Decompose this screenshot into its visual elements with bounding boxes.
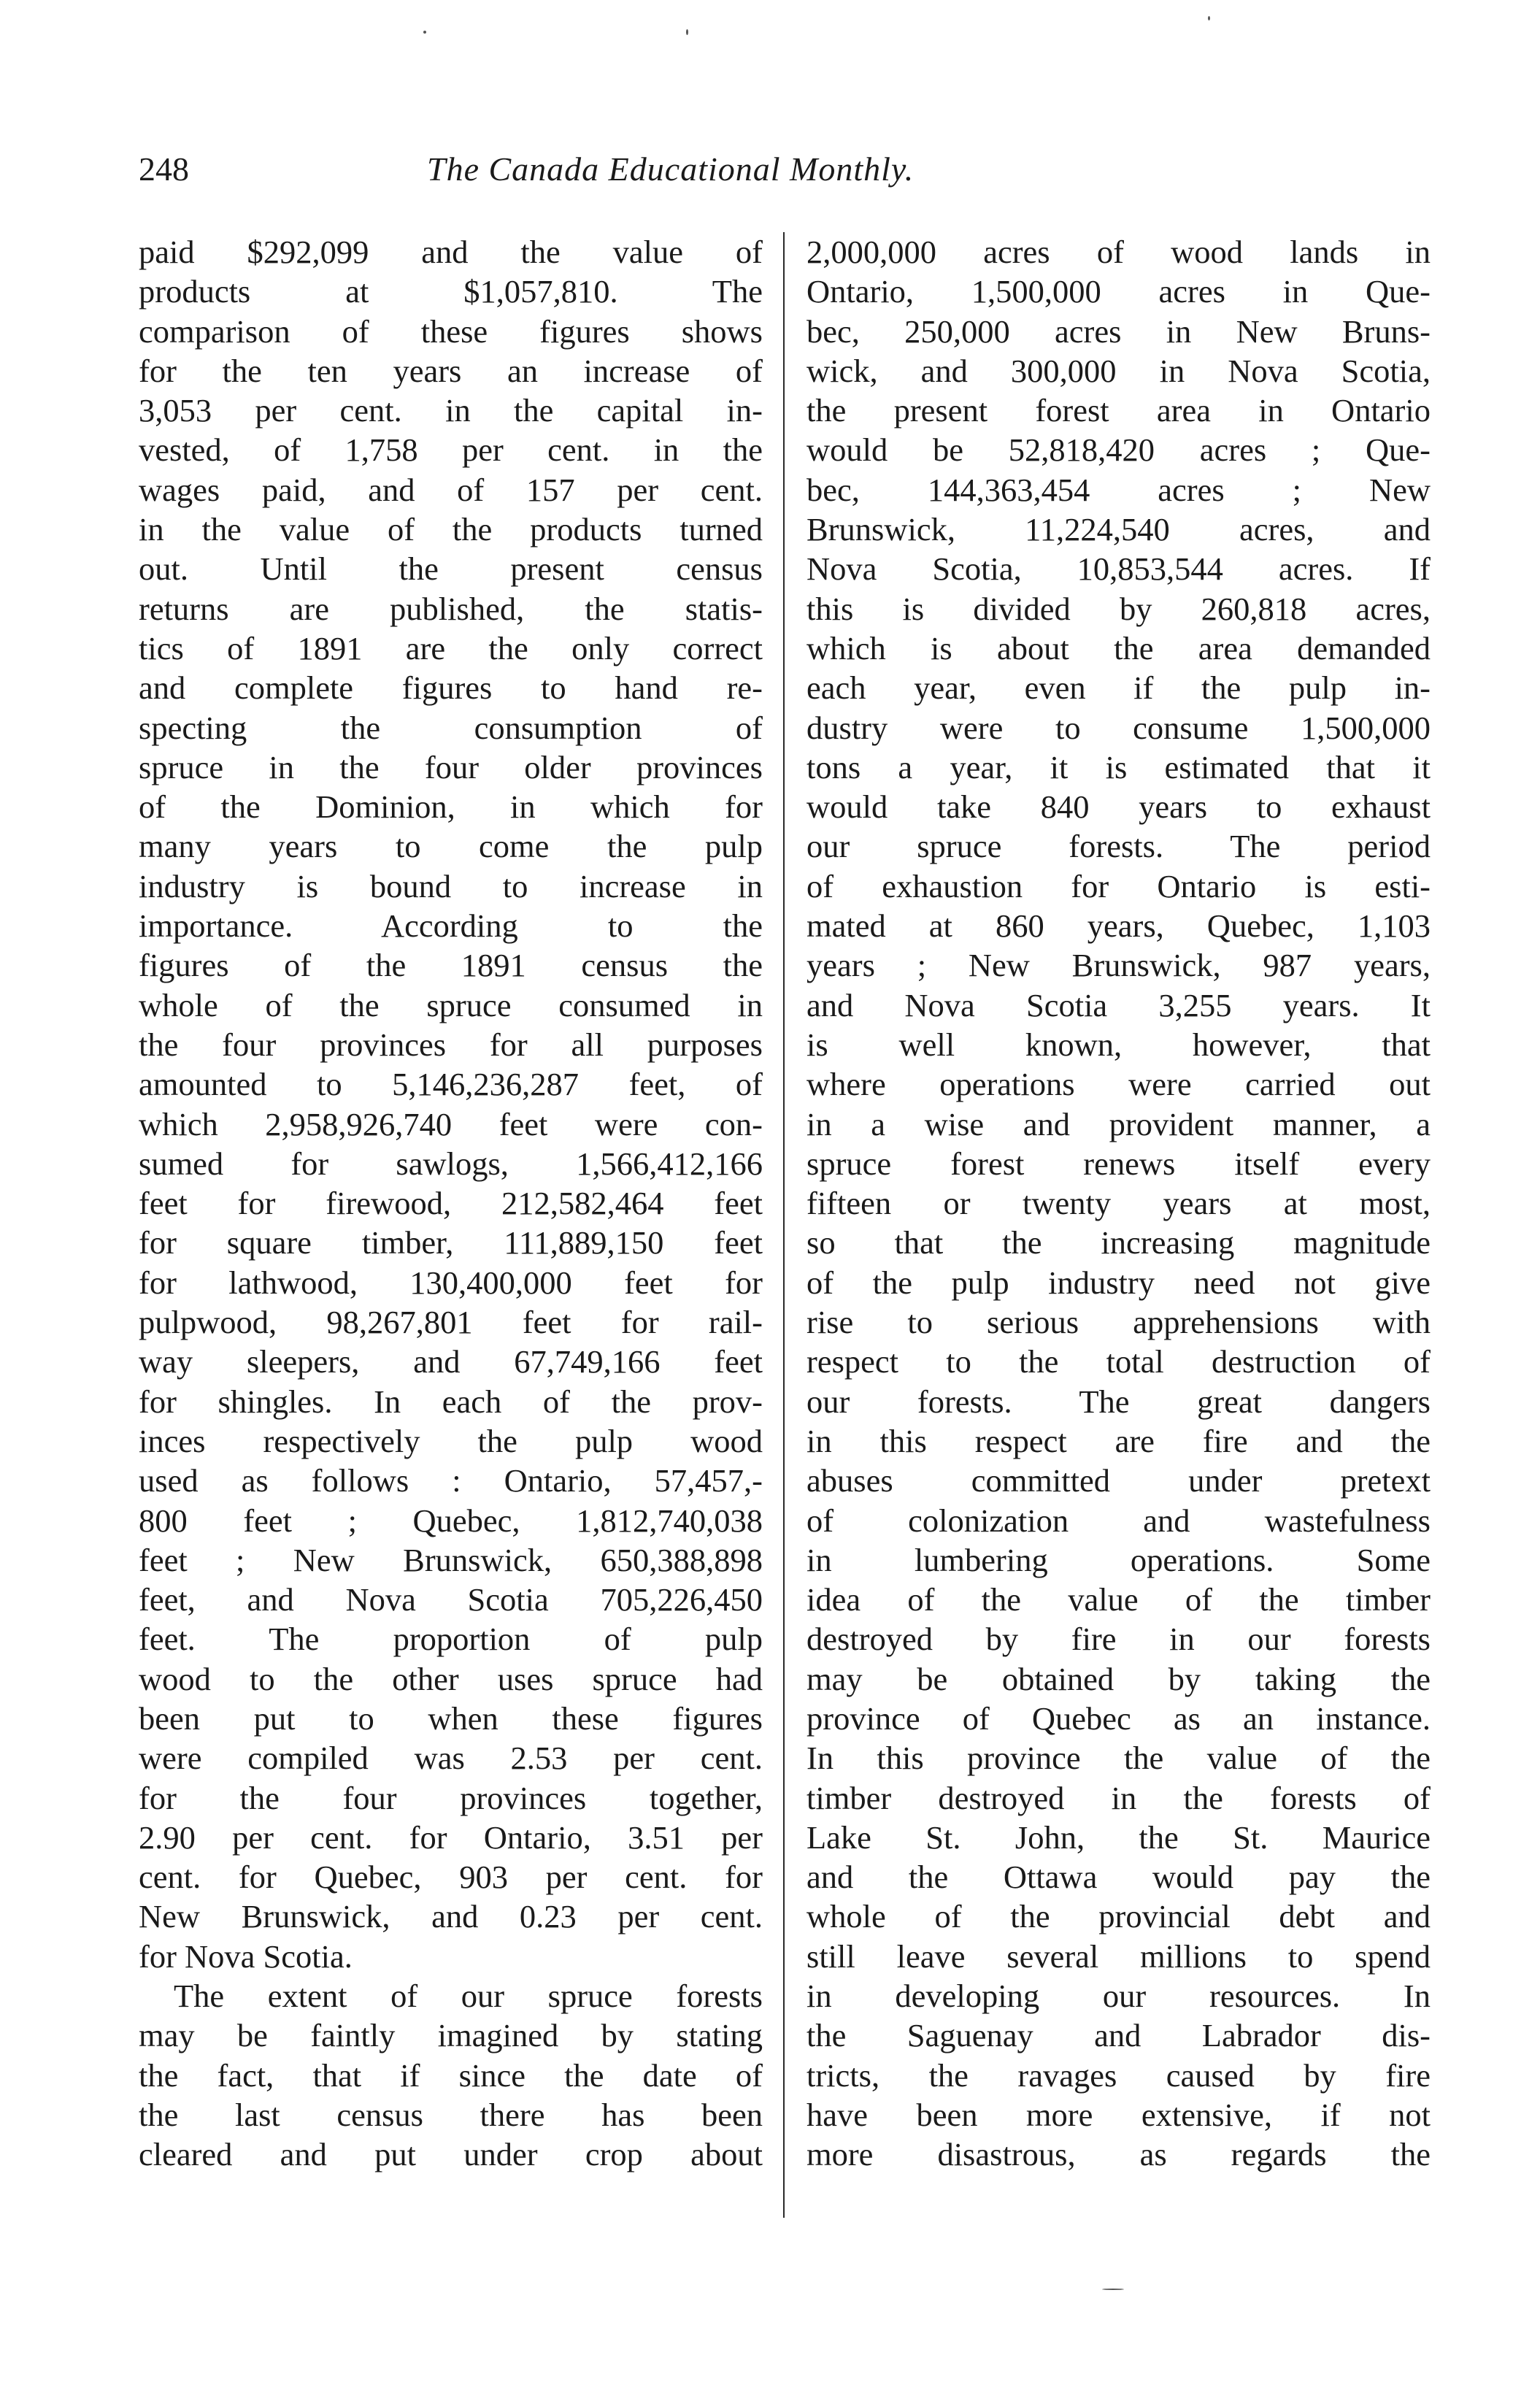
text-line: whole of the spruce consumed in: [139, 986, 763, 1023]
text-line: New Brunswick, and 0.23 per cent.: [139, 1898, 763, 1935]
text-line: province of Quebec as an instance.: [806, 1699, 1431, 1737]
text-line: abuses committed under pretext: [806, 1462, 1431, 1499]
text-line: comparison of these figures shows: [139, 312, 763, 350]
text-line: Lake St. John, the St. Maurice: [806, 1818, 1431, 1856]
text-line: in this respect are fire and the: [806, 1422, 1431, 1459]
text-line: feet for firewood, 212,582,464 feet: [139, 1185, 763, 1222]
text-line: may be obtained by taking the: [806, 1660, 1431, 1697]
text-line: vested, of 1,758 per cent. in the: [139, 431, 763, 469]
text-line: amounted to 5,146,236,287 feet, of: [139, 1066, 763, 1103]
text-line: for lathwood, 130,400,000 feet for: [139, 1264, 763, 1301]
print-speck: [423, 31, 426, 34]
page-number: 248: [139, 150, 189, 188]
text-line: for square timber, 111,889,150 feet: [139, 1224, 763, 1261]
text-line: of the Dominion, in which for: [139, 788, 763, 826]
text-line: our forests. The great dangers: [806, 1383, 1431, 1420]
text-line: of colonization and wastefulness: [806, 1502, 1431, 1539]
text-line: for Nova Scotia.: [139, 1937, 353, 1975]
text-line: would take 840 years to exhaust: [806, 788, 1431, 826]
text-line: fifteen or twenty years at most,: [806, 1185, 1431, 1222]
text-line: specting the consumption of: [139, 709, 763, 746]
text-line: dustry were to consume 1,500,000: [806, 709, 1431, 746]
print-speck: [686, 29, 688, 35]
text-line: Nova Scotia, 10,853,544 acres. If: [806, 550, 1431, 588]
text-line: sumed for sawlogs, 1,566,412,166: [139, 1145, 763, 1182]
print-speck: [1208, 16, 1210, 20]
text-line: is well known, however, that: [806, 1026, 1431, 1063]
right-column: [806, 232, 1431, 2175]
text-line: wick, and 300,000 in Nova Scotia,: [806, 352, 1431, 389]
text-line: Ontario, 1,500,000 acres in Que-: [806, 273, 1431, 310]
text-line: mated at 860 years, Quebec, 1,103: [806, 907, 1431, 945]
text-line: so that the increasing magnitude: [806, 1224, 1431, 1261]
text-line: rise to serious apprehensions with: [806, 1304, 1431, 1341]
text-line: cent. for Quebec, 903 per cent. for: [139, 1859, 763, 1896]
text-line: the present forest area in Ontario: [806, 392, 1431, 429]
text-line: tricts, the ravages caused by fire: [806, 2056, 1431, 2094]
text-line: for the ten years an increase of: [139, 352, 763, 389]
text-line: which 2,958,926,740 feet were con-: [139, 1105, 763, 1142]
text-line: inces respectively the pulp wood: [139, 1422, 763, 1459]
text-line: figures of the 1891 census the: [139, 947, 763, 984]
text-line: and the Ottawa would pay the: [806, 1859, 1431, 1896]
text-line: may be faintly imagined by stating: [139, 2017, 763, 2054]
left-column: [139, 232, 763, 2175]
text-line: way sleepers, and 67,749,166 feet: [139, 1343, 763, 1380]
text-line: this is divided by 260,818 acres,: [806, 590, 1431, 627]
text-line: years ; New Brunswick, 987 years,: [806, 947, 1431, 984]
text-line: of the pulp industry need not give: [806, 1264, 1431, 1301]
text-line: pulpwood, 98,267,801 feet for rail-: [139, 1304, 763, 1341]
text-line: in developing our resources. In: [806, 1978, 1431, 2015]
text-line: feet. The proportion of pulp: [139, 1621, 763, 1658]
text-line: paid $292,099 and the value of: [139, 234, 763, 270]
text-line: and Nova Scotia 3,255 years. It: [806, 986, 1431, 1023]
text-line: products at $1,057,810. The: [139, 273, 763, 310]
text-line: the last census there has been: [139, 2096, 763, 2133]
text-line: industry is bound to increase in: [139, 867, 763, 904]
running-title: The Canada Educational Monthly.: [427, 150, 915, 188]
text-line: tics of 1891 are the only correct: [139, 629, 763, 666]
text-line: bec, 250,000 acres in New Bruns-: [806, 312, 1431, 350]
text-line: bec, 144,363,454 acres ; New: [806, 471, 1431, 508]
text-line: each year, even if the pulp in-: [806, 669, 1431, 707]
text-line: idea of the value of the timber: [806, 1581, 1431, 1618]
text-line: returns are published, the statis-: [139, 590, 763, 627]
text-line: 2.90 per cent. for Ontario, 3.51 per: [139, 1818, 763, 1856]
text-line: used as follows : Ontario, 57,457,-: [139, 1462, 763, 1499]
text-line: which is about the area demanded: [806, 629, 1431, 666]
text-line: spruce forest renews itself every: [806, 1145, 1431, 1182]
text-line: feet, and Nova Scotia 705,226,450: [139, 1581, 763, 1618]
text-line: been put to when these figures: [139, 1699, 763, 1737]
text-line: the fact, that if since the date of: [139, 2056, 763, 2094]
text-line: still leave several millions to spend: [806, 1937, 1431, 1975]
text-line: wages paid, and of 157 per cent.: [139, 471, 763, 508]
text-line: whole of the provincial debt and: [806, 1898, 1431, 1935]
text-line: would be 52,818,420 acres ; Que-: [806, 431, 1431, 469]
page-header: [139, 150, 1438, 201]
text-line: spruce in the four older provinces: [139, 748, 763, 785]
text-line: more disastrous, as regards the: [806, 2136, 1431, 2173]
text-line: respect to the total destruction of: [806, 1343, 1431, 1380]
text-line: In this province the value of the: [806, 1740, 1431, 1777]
text-line: 3,053 per cent. in the capital in-: [139, 392, 763, 429]
text-line: in a wise and provident manner, a: [806, 1105, 1431, 1142]
text-line: importance. According to the: [139, 907, 763, 945]
print-speck: [1102, 2289, 1124, 2290]
text-line: where operations were carried out: [806, 1066, 1431, 1103]
text-line: Brunswick, 11,224,540 acres, and: [806, 511, 1431, 548]
text-line: of exhaustion for Ontario is esti-: [806, 867, 1431, 904]
text-line: feet ; New Brunswick, 650,388,898: [139, 1541, 763, 1578]
text-line: in lumbering operations. Some: [806, 1541, 1431, 1578]
text-line: the Saguenay and Labrador dis-: [806, 2017, 1431, 2054]
text-line: The extent of our spruce forests: [174, 1978, 763, 2015]
text-line: destroyed by fire in our forests: [806, 1621, 1431, 1658]
text-line: timber destroyed in the forests of: [806, 1779, 1431, 1816]
text-line: tons a year, it is estimated that it: [806, 748, 1431, 785]
text-line: have been more extensive, if not: [806, 2096, 1431, 2133]
text-line: were compiled was 2.53 per cent.: [139, 1740, 763, 1777]
text-line: in the value of the products turned: [139, 511, 763, 548]
text-line: for shingles. In each of the prov-: [139, 1383, 763, 1420]
text-line: and complete figures to hand re-: [139, 669, 763, 707]
text-line: 2,000,000 acres of wood lands in: [806, 234, 1431, 270]
text-line: wood to the other uses spruce had: [139, 1660, 763, 1697]
column-divider: [783, 232, 785, 2218]
text-line: our spruce forests. The period: [806, 828, 1431, 865]
text-line: 800 feet ; Quebec, 1,812,740,038: [139, 1502, 763, 1539]
text-line: cleared and put under crop about: [139, 2136, 763, 2173]
text-line: many years to come the pulp: [139, 828, 763, 865]
text-line: out. Until the present census: [139, 550, 763, 588]
text-line: for the four provinces together,: [139, 1779, 763, 1816]
text-line: the four provinces for all purposes: [139, 1026, 763, 1063]
